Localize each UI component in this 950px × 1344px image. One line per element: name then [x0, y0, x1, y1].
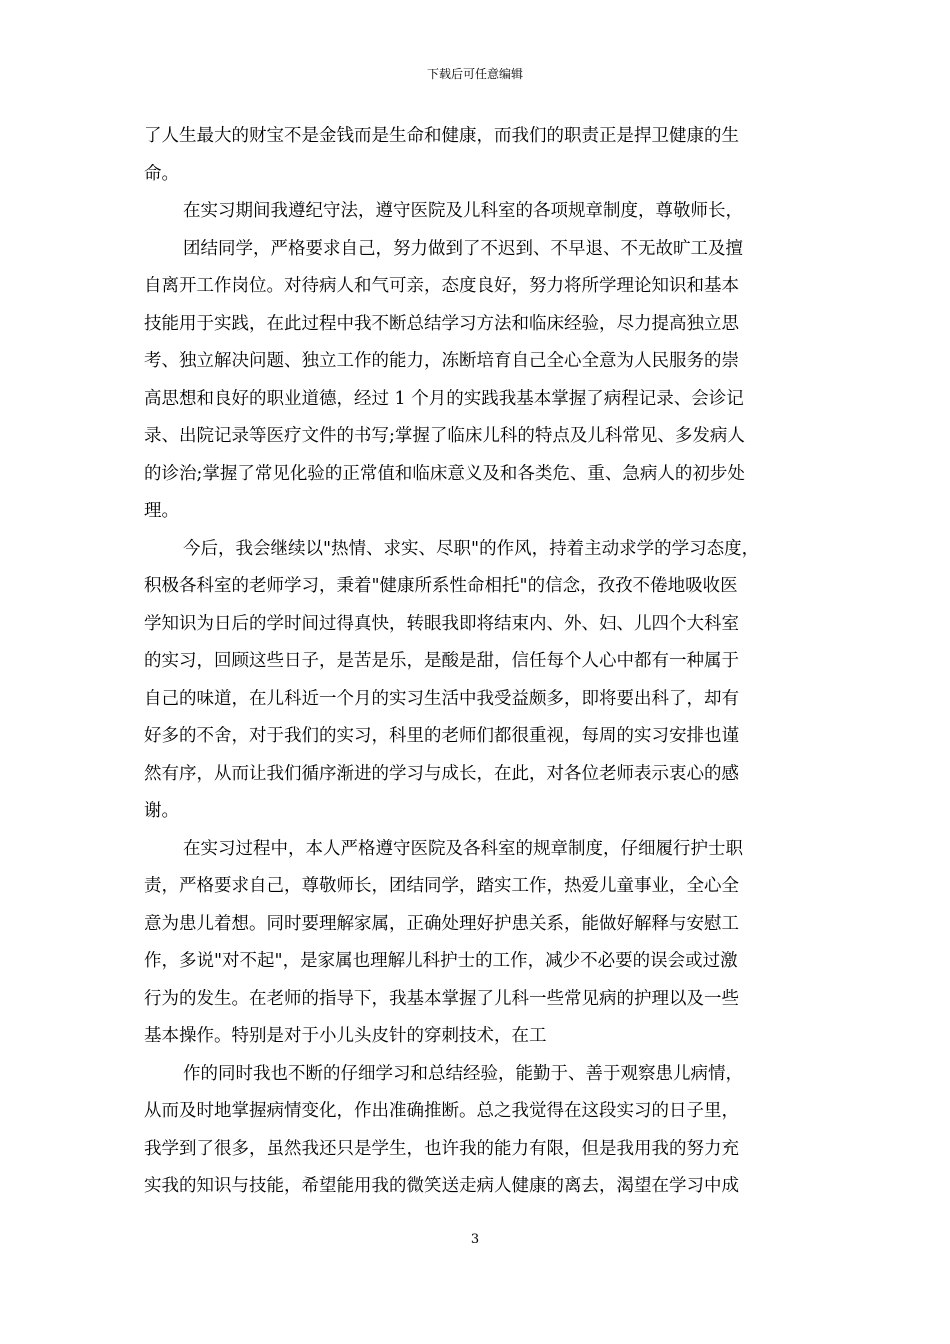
- text-line: 实我的知识与技能，希望能用我的微笑送走病人健康的离去，渴望在学习中成: [144, 1176, 739, 1196]
- text-line: 作，多说"对不起"，是家属也理解儿科护士的工作，减少不必要的误会或过激: [144, 951, 738, 971]
- text-line: 的诊治;掌握了常见化验的正常值和临床意义及和各类危、重、急病人的初步处: [144, 463, 745, 484]
- page-header: 下载后可任意编辑: [426, 67, 523, 81]
- text-line: 理。: [144, 501, 179, 521]
- text-line: 在实习期间我遵纪守法，遵守医院及儿科室的各项规章制度，尊敬师长，: [183, 201, 743, 221]
- text-line: 自离开工作岗位。对待病人和气可亲，态度良好，努力将所学理论知识和基本: [144, 276, 739, 296]
- text-line: 命。: [144, 163, 179, 184]
- text-line: 自己的味道，在儿科近一个月的实习生活中我受益颇多，即将要出科了，却有: [144, 688, 739, 709]
- text-line: 学知识为日后的学时间过得真快，转眼我即将结束内、外、妇、儿四个大科室: [144, 613, 739, 634]
- text-line: 高思想和良好的职业道德，经过 1 个月的实践我基本掌握了病程记录、会诊记: [144, 388, 744, 409]
- text-line: 我学到了很多，虽然我还只是学生，也许我的能力有限，但是我用我的努力充: [144, 1138, 739, 1159]
- text-line: 考、独立解决问题、独立工作的能力，冻断培育自己全心全意为人民服务的崇: [144, 351, 739, 371]
- text-line: 积极各科室的老师学习，秉着"健康所系性命相托"的信念，孜孜不倦地吸收医: [144, 576, 738, 596]
- text-line: 基本操作。特别是对于小儿头皮针的穿刺技术，在工: [144, 1026, 547, 1046]
- text-line: 责，严格要求自己，尊敬师长，团结同学，踏实工作，热爱儿童事业，全心全: [144, 876, 739, 896]
- text-line: 好多的不舍，对于我们的实习，科里的老师们都很重视，每周的实习安排也谨: [144, 726, 739, 746]
- text-line: 录、出院记录等医疗文件的书写;掌握了临床儿科的特点及儿科常见、多发病人: [144, 426, 745, 446]
- text-line: 谢。: [144, 801, 179, 821]
- text-line: 然有序，从而让我们循序渐进的学习与成长，在此，对各位老师表示衷心的感: [144, 763, 739, 784]
- body-text: [144, 118, 809, 1206]
- text-line: 行为的发生。在老师的指导下，我基本掌握了儿科一些常见病的护理以及一些: [144, 988, 739, 1009]
- text-line: 作的同时我也不断的仔细学习和总结经验，能勤于、善于观察患儿病情，: [183, 1063, 743, 1084]
- page-number: 3: [470, 1232, 480, 1247]
- text-line: 团结同学，严格要求自己，努力做到了不迟到、不早退、不无故旷工及擅: [183, 238, 743, 259]
- text-line: 意为患儿着想。同时要理解家属，正确处理好护患关系，能做好解释与安慰工: [144, 913, 739, 934]
- text-line: 今后，我会继续以"热情、求实、尽职"的作风，持着主动求学的学习态度，: [183, 538, 760, 559]
- text-line: 技能用于实践，在此过程中我不断总结学习方法和临床经验，尽力提高独立思: [144, 313, 739, 334]
- text-line: 的实习，回顾这些日子，是苦是乐，是酸是甜，信任每个人心中都有一种属于: [144, 651, 739, 671]
- text-line: 了人生最大的财宝不是金钱而是生命和健康，而我们的职责正是捍卫健康的生: [144, 126, 739, 146]
- text-line: 在实习过程中，本人严格遵守医院及各科室的规章制度，仔细履行护士职: [183, 838, 743, 859]
- text-line: 从而及时地掌握病情变化，作出准确推断。总之我觉得在这段实习的日子里，: [144, 1101, 739, 1121]
